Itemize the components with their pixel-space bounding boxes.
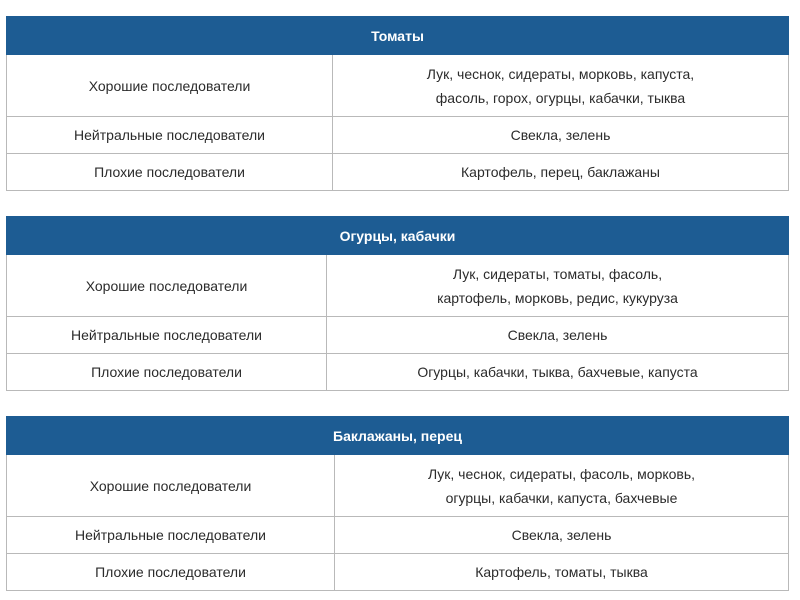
table-title: Огурцы, кабачки xyxy=(7,217,789,255)
row-value-good xyxy=(327,255,789,317)
row-label-good: Хорошие последователи xyxy=(7,455,335,517)
row-label-good: Хорошие последователи xyxy=(7,255,327,317)
value-line: картофель, морковь, редис, кукуруза xyxy=(437,289,678,306)
value-line: Лук, чеснок, сидераты, морковь, капуста, xyxy=(426,65,695,82)
value-line: Лук, сидераты, томаты, фасоль, xyxy=(452,265,663,282)
value-line: Свекла, зелень xyxy=(511,527,612,543)
value-line: Лук, чеснок, сидераты, фасоль, морковь, xyxy=(427,465,696,482)
row-label-bad: Плохие последователи xyxy=(7,154,333,191)
row-label-neutral: Нейтральные последователи xyxy=(7,517,335,554)
table-tomatoes xyxy=(6,16,789,191)
value-line: огурцы, кабачки, капуста, бахчевые xyxy=(445,489,678,506)
row-value-neutral xyxy=(327,317,789,354)
row-label-neutral: Нейтральные последователи xyxy=(7,317,327,354)
table-title: Томаты xyxy=(7,17,789,55)
value-line: Свекла, зелень xyxy=(510,127,611,143)
row-value-neutral xyxy=(333,117,789,154)
value-line: Огурцы, кабачки, тыква, бахчевые, капуста xyxy=(417,364,698,380)
row-label-bad: Плохие последователи xyxy=(7,554,335,591)
value-line: Свекла, зелень xyxy=(507,327,608,343)
value-line: фасоль, горох, огурцы, кабачки, тыква xyxy=(435,89,686,106)
value-line: Картофель, томаты, тыква xyxy=(475,564,648,580)
row-label-good: Хорошие последователи xyxy=(7,55,333,117)
row-value-neutral xyxy=(335,517,789,554)
row-value-bad xyxy=(335,554,789,591)
row-value-bad xyxy=(333,154,789,191)
row-value-good xyxy=(335,455,789,517)
table-title: Баклажаны, перец xyxy=(7,417,789,455)
row-value-bad xyxy=(327,354,789,391)
row-label-bad: Плохие последователи xyxy=(7,354,327,391)
table-eggplant-pepper xyxy=(6,416,789,591)
row-value-good xyxy=(333,55,789,117)
table-cucumbers-zucchini xyxy=(6,216,789,391)
value-line: Картофель, перец, баклажаны xyxy=(461,164,660,180)
row-label-neutral: Нейтральные последователи xyxy=(7,117,333,154)
